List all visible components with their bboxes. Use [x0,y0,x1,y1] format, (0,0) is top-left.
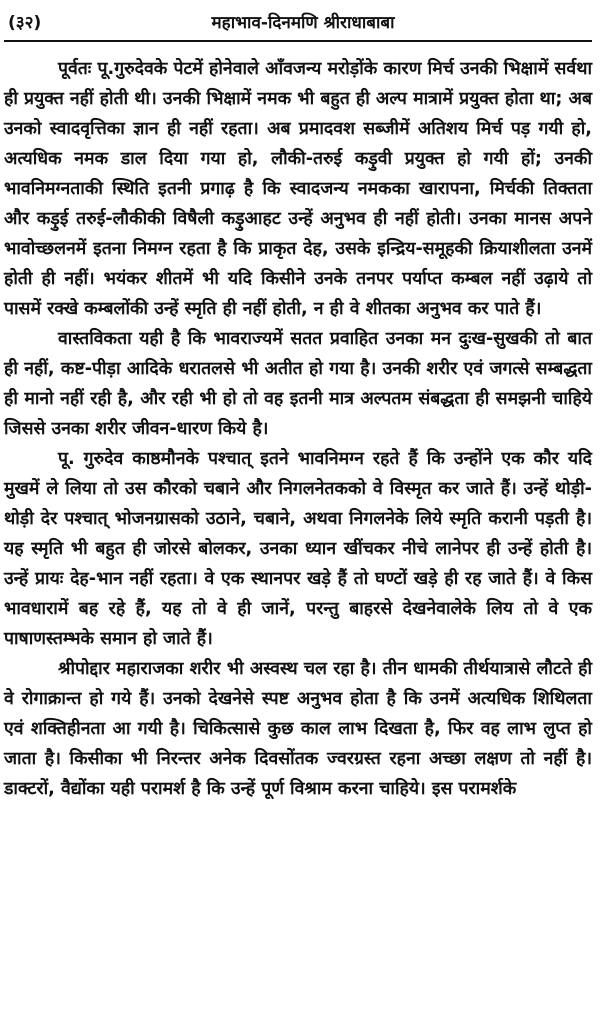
page-number: (३२) [8,13,42,33]
paragraph-1: पूर्वतः पू.गुरुदेवके पेटमें होनेवाले आँवजन्य मरोड़ोंके कारण मिर्च उनकी भिक्षामें सर्वथा ही प्रयुक्त नहीं होती थी। उनकी भिक्षामें नमक भी बहुत ही अल्प मात्रामें प्रयुक्त होता था; अब उनको स्वादवृत्तिका ज्ञान ही नहीं रहता। अब प्रमादवश सब्जीमें अतिशय मिर्च पड़ गयी हो, अत्यधिक नमक डाल दिया गया हो, लौकी-तरुई कड़ुवी प्रयुक्त हो गयी हों; उनकी भावनिमग्नताकी स्थिति इतनी प्रगाढ़ है कि स्वादजन्य नमकका खारापना, मिर्चकी तिक्तता और कड़ुई तरुई-लौकीकी विषैली कड़ुआहट उन्हें अनुभव ही नहीं होती। उनका मानस अपने भावोच्छलनमें इतना निमग्न रहता है कि प्राकृत देह, उसके इन्द्रिय-समूहकी क्रियाशीलता उनमें होती ही नहीं। भयंकर शीतमें भी यदि किसीने उनके तनपर पर्याप्त कम्बल नहीं उढ़ाये तो पासमें रक्खे कम्बलोंकी उन्हें स्मृति ही नहीं होती, न ही वे शीतका अनुभव कर पाते हैं। [4,59,592,319]
paragraph-2: वास्तविकता यही है कि भावराज्यमें सतत प्रवाहित उनका मन दुःख-सुखकी तो बात ही नहीं, कष्ट-पीड़ा आदिके धरातलसे भी अतीत हो गया है। उनकी शरीर एवं जगत्से सम्बद्धता ही मानो नहीं रही है, और रही भी हो तो वह इतनी मात्र अल्पतम संबद्धता ही समझनी चाहिये जिससे उनका शरीर जीवन-धारण किये है। [4,329,592,439]
page-header [4,0,592,40]
body-text [4,54,592,804]
paragraph-4: श्रीपोद्दार महाराजका शरीर भी अस्वस्थ चल रहा है। तीन धामकी तीर्थयात्रासे लौटते ही वे रोगाक्रान्त हो गये हैं। उनको देखनेसे स्पष्ट अनुभव होता है कि उनमें अत्यधिक शिथिलता एवं शक्तिहीनता आ गयी है। चिकित्सासे कुछ काल लाभ दिखता है, फिर वह लाभ लुप्त हो जाता है। किसीका भी निरन्तर अनेक दिवसोंतक ज्वरग्रस्त रहना अच्छा लक्षण तो नहीं है। डाक्टरों, वैद्योंका यही परामर्श है कि उन्हें पूर्ण विश्राम करना चाहिये। इस परामर्शके [4,659,592,799]
header-rule [4,40,592,42]
paragraph-3: पू. गुरुदेव काष्ठमौनके पश्चात् इतने भावनिमग्न रहते हैं कि उन्होंने एक कौर यदि मुखमें ले लिया तो उस कौरको चबाने और निगलनेतकको वे विस्मृत कर जाते हैं। उन्हें थोड़ी-थोड़ी देर पश्चात् भोजनग्रासको उठाने, चबाने, अथवा निगलनेके लिये स्मृति करानी पड़ती है। यह स्मृति भी बहुत ही जोरसे बोलकर, उनका ध्यान खींचकर नीचे लानेपर ही उन्हें होती है। उन्हें प्रायः देह-भान नहीं रहता। वे एक स्थानपर खड़े हैं तो घण्टों खड़े ही रह जाते हैं। वे किस भावधारामें बह रहे हैं, यह तो वे ही जानें, परन्तु बाहरसे देखनेवालेके लिय तो वे एक पाषाणस्तम्भके समान हो जाते हैं। [4,449,592,649]
running-title: महाभाव-दिनमणि श्रीराधाबाबा [211,13,395,33]
